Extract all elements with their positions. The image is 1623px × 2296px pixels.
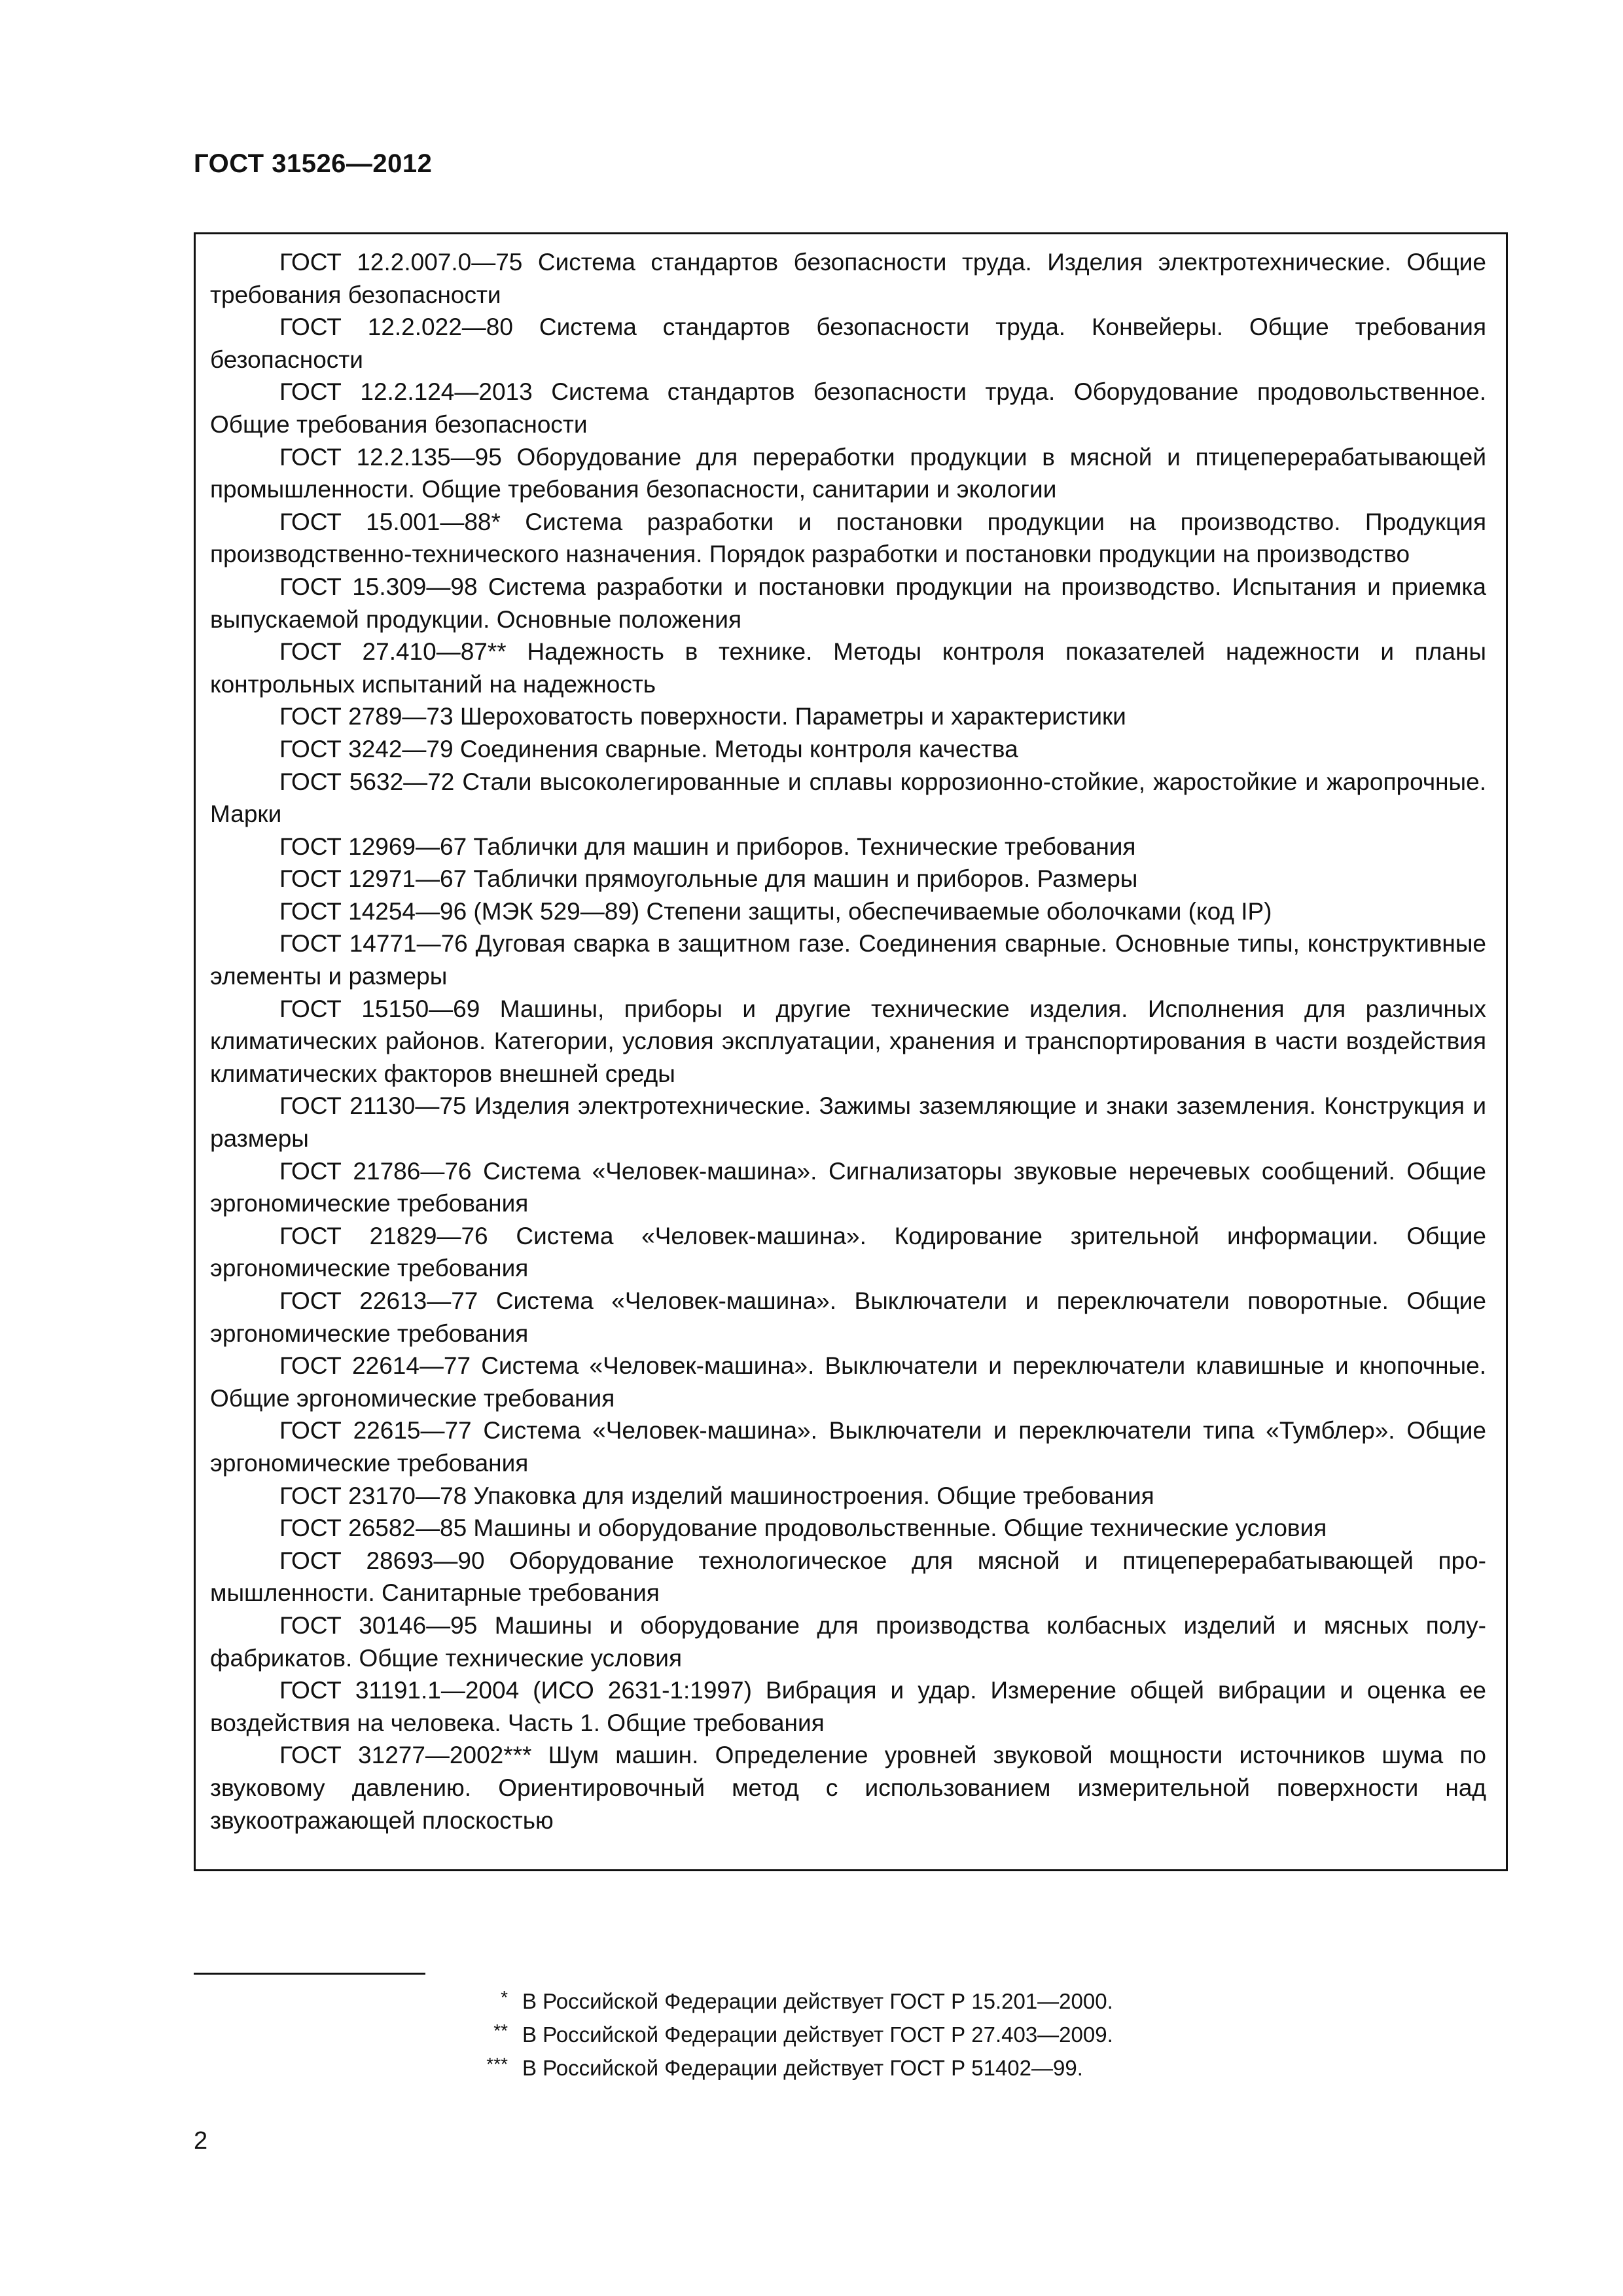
footnote-item: [194, 1984, 1372, 2018]
reference-entry: ГОСТ 15.309—98 Система разработки и постановки продукции на производство. Испытания и приемка выпускаемой продукции. Основные положения: [210, 573, 1486, 633]
references-box: [194, 232, 1508, 1871]
reference-entry: ГОСТ 21130—75 Изделия электротехнические. Зажимы заземляющие и знаки заземления. Конструкция и размеры: [210, 1092, 1486, 1153]
footnotes: [194, 1984, 1372, 2085]
reference-entry: ГОСТ 22613—77 Система «Человек-машина». Выключатели и переключатели поворотные. Общие эргономические требования: [210, 1287, 1486, 1347]
reference-entry: ГОСТ 12.2.022—80 Система стандартов безопасности труда. Конвейеры. Общие требования безопасности: [210, 314, 1486, 373]
footnote-text: В Российской Федерации действует ГОСТ Р 27.403—2009.: [522, 2022, 1113, 2047]
reference-entry: ГОСТ 22614—77 Система «Человек-машина». Выключатели и переключатели клавишные и кнопочные. Общие эргономические требования: [210, 1352, 1486, 1412]
footnote-item: [194, 2018, 1372, 2051]
footnote-mark: **: [493, 2020, 508, 2041]
reference-entry: ГОСТ 5632—72 Стали высоколегированные и сплавы коррозионно-стойкие, жаростойкие и жаропрочные. Марки: [210, 768, 1486, 828]
reference-entry: ГОСТ 12969—67 Таблички для машин и приборов. Технические требования: [279, 833, 1136, 860]
reference-entry: ГОСТ 30146—95 Машины и оборудование для производства колбасных изделий и мясных полуфабрикатов. Общие технические условия: [210, 1611, 1486, 1672]
reference-entry: ГОСТ 14254—96 (МЭК 529—89) Степени защиты, обеспечиваемые оболочками (код IP): [279, 897, 1272, 925]
reference-entry: ГОСТ 27.410—87** Надежность в технике. Методы контроля показателей надежности и планы контрольных испытаний на надежность: [210, 638, 1486, 698]
reference-entry: ГОСТ 26582—85 Машины и оборудование продовольственные. Общие технические условия: [279, 1515, 1327, 1542]
reference-entry: ГОСТ 15.001—88* Система разработки и постановки продукции на производство. Продукция производственно-технического назначения. Порядок разработки и постановки продукции на производство: [210, 508, 1486, 568]
footnote-mark: ***: [486, 2054, 508, 2074]
footnote-mark: *: [501, 1987, 508, 2007]
footnote-separator: [194, 1973, 425, 1975]
reference-entry: ГОСТ 14771—76 Дуговая сварка в защитном газе. Соединения сварные. Основные типы, конструктивные элементы и размеры: [210, 930, 1486, 990]
footnote-text: В Российской Федерации действует ГОСТ Р 51402—99.: [522, 2056, 1083, 2080]
footnote-text: В Российской Федерации действует ГОСТ Р 15.201—2000.: [522, 1989, 1113, 2013]
reference-entry: ГОСТ 15150—69 Машины, приборы и другие технические изделия. Исполнения для различных климатических районов. Категории, условия эксплуатации, хранения и транспортирования в части воздействия климатических факторов внешней среды: [210, 995, 1486, 1087]
reference-entry: ГОСТ 28693—90 Оборудование технологическое для мясной и птицеперерабатывающей промышленности. Санитарные требования: [210, 1547, 1486, 1607]
reference-entry: ГОСТ 22615—77 Система «Человек-машина». Выключатели и переключатели типа «Тумблер». Общие эргономические требования: [210, 1417, 1486, 1477]
reference-entry: ГОСТ 12.2.124—2013 Система стандартов безопасности труда. Оборудование продовольственное. Общие требования безопасности: [210, 378, 1486, 438]
reference-entry: ГОСТ 21786—76 Система «Человек-машина». Сигнализаторы звуковые неречевых сообщений. Общие эргономические требования: [210, 1157, 1486, 1217]
reference-entry: ГОСТ 31277—2002*** Шум машин. Определение уровней звуковой мощности источников шума по звуковому давлению. Ориентировочный метод с использованием измерительной поверхности над звукоотражающей плоскостью: [210, 1742, 1486, 1834]
reference-entry: ГОСТ 2789—73 Шероховатость поверхности. Параметры и характеристики: [279, 703, 1126, 730]
reference-entry: ГОСТ 12.2.135—95 Оборудование для переработки продукции в мясной и птицеперерабатывающей промышленности. Общие требования безопасности, санитарии и экологии: [210, 443, 1486, 503]
reference-entry: ГОСТ 31191.1—2004 (ИСО 2631-1:1997) Вибрация и удар. Измерение общей вибрации и оценка ее воздействия на человека. Часть 1. Общие требования: [210, 1677, 1486, 1736]
reference-entry: ГОСТ 23170—78 Упаковка для изделий машиностроения. Общие требования: [279, 1482, 1154, 1509]
reference-entry: ГОСТ 21829—76 Система «Человек-машина». Кодирование зрительной информации. Общие эргономические требования: [210, 1222, 1486, 1282]
reference-entry: ГОСТ 12.2.007.0—75 Система стандартов безопасности труда. Изделия электротехнические. Общие требования безопасности: [210, 249, 1486, 308]
document-header: ГОСТ 31526—2012: [194, 149, 433, 178]
footnote-item: [194, 2051, 1372, 2085]
page-number: 2: [194, 2127, 208, 2155]
reference-entry: ГОСТ 3242—79 Соединения сварные. Методы контроля качества: [279, 735, 1018, 762]
reference-entry: ГОСТ 12971—67 Таблички прямоугольные для машин и приборов. Размеры: [279, 865, 1138, 893]
